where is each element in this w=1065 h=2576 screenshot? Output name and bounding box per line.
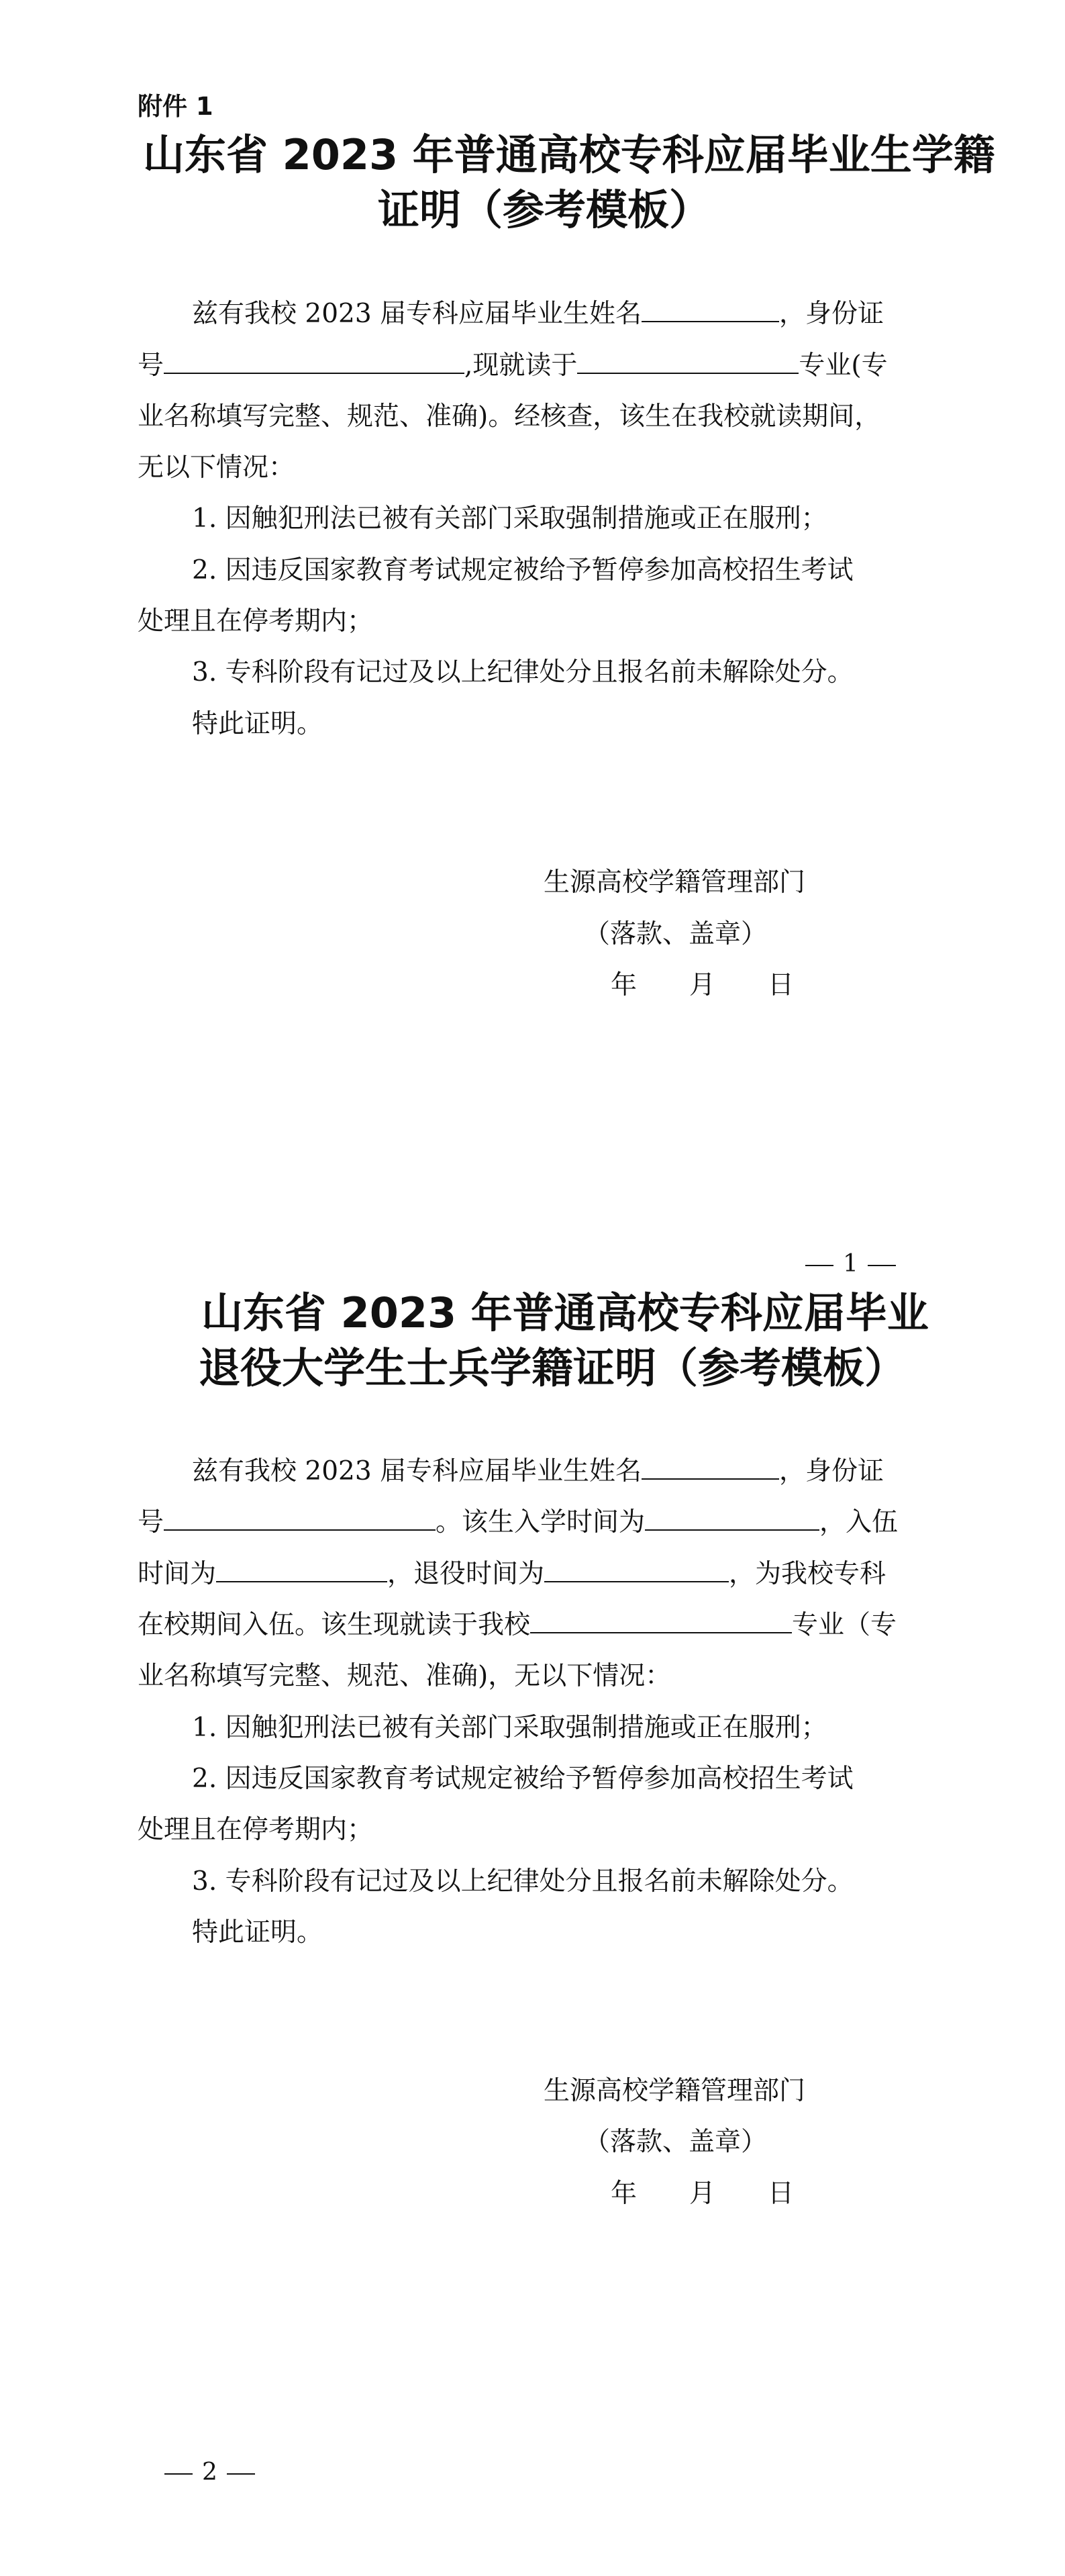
page1-sign-date: 年 月 日 bbox=[611, 970, 795, 1000]
page1-item2-line2: 处理且在停考期内； bbox=[138, 606, 374, 636]
page1-item2-line1: 2. 因违反国家教育考试规定被给予暂停参加高校招生考试 bbox=[192, 555, 854, 585]
page1-text: 专业(专 bbox=[799, 350, 888, 381]
page2-text: 在校期间入伍。该生现就读于我校 bbox=[138, 1610, 531, 1640]
page2-item3: 3. 专科阶段有记过及以上纪律处分且报名前未解除处分。 bbox=[192, 1866, 854, 1897]
page2-text: ，为我校专科 bbox=[729, 1559, 886, 1589]
page-number-text: 2 bbox=[202, 2459, 217, 2486]
page2-text: 专业（专 bbox=[792, 1610, 897, 1640]
page2-text: 号 bbox=[138, 1507, 164, 1537]
dash bbox=[227, 2473, 255, 2475]
page2-title-line2: 退役大学生士兵学籍证明（参考模板） bbox=[199, 1343, 907, 1392]
page1-body-line3: 业名称填写完整、规范、准确)。经核查，该生在我校就读期间， bbox=[138, 401, 881, 432]
page2-body-line2 bbox=[138, 1506, 898, 1539]
page2-title-line1: 山东省 2023 年普通高校专科应届毕业 bbox=[201, 1288, 929, 1337]
page2-body-line5: 业名称填写完整、规范、准确)，无以下情况： bbox=[138, 1661, 672, 1691]
page1-text: ，身份证 bbox=[779, 299, 884, 329]
page2-item2-line1: 2. 因违反国家教育考试规定被给予暂停参加高校招生考试 bbox=[192, 1764, 854, 1794]
page1-closing: 特此证明。 bbox=[192, 709, 323, 739]
page-number-text: 1 bbox=[843, 1250, 858, 1278]
page2-sign-dept: 生源高校学籍管理部门 bbox=[544, 2076, 806, 2106]
id-number-blank[interactable] bbox=[164, 1507, 436, 1531]
major-blank[interactable] bbox=[577, 350, 799, 374]
page1-item1: 1. 因触犯刑法已被有关部门采取强制措施或正在服刑； bbox=[192, 504, 827, 534]
page2-page-number bbox=[164, 2459, 264, 2486]
page1-page-number bbox=[805, 1250, 905, 1278]
attachment-label: 附件 1 bbox=[138, 92, 213, 121]
page2-item1: 1. 因触犯刑法已被有关部门采取强制措施或正在服刑； bbox=[192, 1713, 827, 1743]
page2-item2-line2: 处理且在停考期内； bbox=[138, 1815, 374, 1845]
dash bbox=[805, 1265, 833, 1266]
id-number-blank[interactable] bbox=[164, 350, 464, 374]
name-blank[interactable] bbox=[642, 298, 779, 322]
page1-text: 兹有我校 2023 届专科应届毕业生姓名 bbox=[192, 299, 642, 329]
page2-body-line3 bbox=[138, 1558, 886, 1591]
dash bbox=[868, 1265, 896, 1266]
page2-text: 兹有我校 2023 届专科应届毕业生姓名 bbox=[192, 1456, 642, 1486]
page2-text: ，身份证 bbox=[779, 1456, 884, 1486]
page1-title-line1: 山东省 2023 年普通高校专科应届毕业生学籍 bbox=[143, 130, 995, 179]
page2-sign-date: 年 月 日 bbox=[611, 2179, 795, 2209]
page2-text: ，退役时间为 bbox=[387, 1559, 545, 1589]
page1-sign-dept: 生源高校学籍管理部门 bbox=[544, 867, 806, 898]
page1-body-line4: 无以下情况： bbox=[138, 452, 295, 483]
page1-sign-stamp: （落款、盖章） bbox=[584, 919, 768, 949]
page2-sign-stamp: （落款、盖章） bbox=[584, 2127, 768, 2157]
discharge-date-blank[interactable] bbox=[544, 1558, 729, 1582]
page2-text: ，入伍 bbox=[819, 1507, 899, 1537]
page2-body-line1 bbox=[192, 1455, 884, 1488]
enroll-date-blank[interactable] bbox=[645, 1507, 819, 1531]
page1-body-line1 bbox=[192, 297, 884, 331]
page2-text: 。该生入学时间为 bbox=[436, 1507, 646, 1537]
page1-text: 号 bbox=[138, 350, 164, 381]
page2-closing: 特此证明。 bbox=[192, 1917, 323, 1948]
page1-title-line2: 证明（参考模板） bbox=[378, 185, 711, 234]
page2-text: 时间为 bbox=[138, 1559, 217, 1589]
name-blank[interactable] bbox=[642, 1456, 779, 1480]
page1-item3: 3. 专科阶段有记过及以上纪律处分且报名前未解除处分。 bbox=[192, 657, 854, 687]
enlist-date-blank[interactable] bbox=[216, 1558, 387, 1582]
major-blank[interactable] bbox=[530, 1609, 792, 1633]
page1-text: ,现就读于 bbox=[464, 350, 578, 381]
page2-body-line4 bbox=[138, 1609, 897, 1642]
dash bbox=[164, 2473, 193, 2475]
page1-body-line2 bbox=[138, 349, 888, 383]
